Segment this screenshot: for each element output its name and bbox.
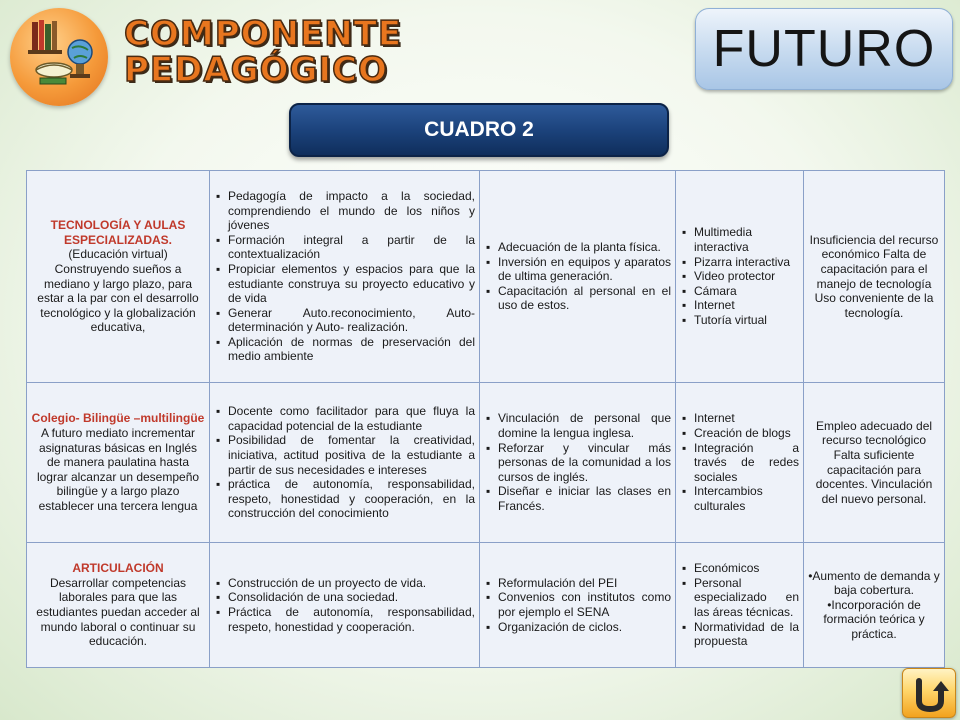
observations-cell bbox=[804, 543, 945, 668]
observation-line: •Incorporación de formación teórica y práctica. bbox=[823, 597, 925, 641]
list-item: ▪ Generar Auto.reconocimiento, Auto- determinación y Auto- realización. bbox=[214, 306, 475, 335]
observation-line: •Aumento de demanda y baja cobertura. bbox=[808, 568, 940, 598]
list-item: ▪ Convenios con institutos como por ejemplo el SENA bbox=[484, 590, 671, 619]
list-item: ▪ Aplicación de normas de preservación del medio ambiente bbox=[214, 335, 475, 364]
actions-cell bbox=[210, 171, 480, 383]
page-title-line2: PEDAGÓGICO bbox=[124, 50, 388, 90]
row-title: ARTICULACIÓN bbox=[72, 561, 164, 576]
list-item: ▪ Adecuación de la planta física. bbox=[484, 240, 671, 255]
table-row bbox=[27, 543, 945, 668]
list-item: ▪ Pedagogía de impacto a la sociedad, comprendiendo el mundo de los niños y jóvenes bbox=[214, 189, 475, 233]
list-item: ▪ Posibilidad de fomentar la creatividad, iniciativa, actitud positiva de la estudiante a partir de sus necesidades e intereses bbox=[214, 433, 475, 477]
page-title-line1: COMPONENTE bbox=[124, 14, 403, 54]
list-item: ▪ Normatividad de la propuesta bbox=[680, 620, 799, 649]
observations-cell: Empleo adecuado del recurso tecnológico Falta suficiente capacitación para docentes. Vinculación del nuevo personal. bbox=[804, 383, 945, 543]
list-item: ▪ Consolidación de una sociedad. bbox=[214, 590, 475, 605]
row-description: Desarrollar competencias laborales para que las estudiantes puedan acceder al mundo laboral o continuar su educación. bbox=[36, 575, 200, 649]
list-item: ▪ Internet bbox=[680, 411, 799, 426]
table-row bbox=[27, 171, 945, 383]
row-title-cell bbox=[27, 171, 210, 383]
requirements-cell bbox=[480, 383, 676, 543]
list-item: ▪ Intercambios culturales bbox=[680, 484, 799, 513]
row-title: Colegio- Bilingüe –multilingüe bbox=[31, 411, 205, 426]
strategy-table bbox=[26, 170, 945, 668]
requirements-cell bbox=[480, 171, 676, 383]
return-button[interactable] bbox=[902, 668, 956, 718]
list-item: ▪ Económicos bbox=[680, 561, 799, 576]
section-label: CUADRO 2 bbox=[289, 103, 669, 157]
resources-cell bbox=[676, 383, 804, 543]
list-item: ▪ Video protector bbox=[680, 269, 799, 284]
resources-cell bbox=[676, 171, 804, 383]
list-item: ▪ Pizarra interactiva bbox=[680, 255, 799, 270]
logo-badge bbox=[10, 8, 108, 106]
list-item: ▪ Multimedia interactiva bbox=[680, 225, 799, 254]
list-item: ▪ Tutoría virtual bbox=[680, 313, 799, 328]
row-title-cell bbox=[27, 383, 210, 543]
list-item: ▪ Organización de ciclos. bbox=[484, 620, 671, 635]
resources-cell bbox=[676, 543, 804, 668]
table-row bbox=[27, 383, 945, 543]
page-title bbox=[124, 16, 402, 88]
list-item: ▪ Reformulación del PEI bbox=[484, 576, 671, 591]
list-item: ▪ Diseñar e iniciar las clases en Francés. bbox=[484, 484, 671, 513]
list-item: ▪ Vinculación de personal que domine la lengua inglesa. bbox=[484, 411, 671, 440]
list-item: ▪ Inversión en equipos y aparatos de ultima generación. bbox=[484, 255, 671, 284]
list-item: ▪ Práctica de autonomía, responsabilidad, respeto, honestidad y cooperación. bbox=[214, 605, 475, 634]
return-arrow-icon bbox=[903, 669, 957, 719]
list-item: ▪ Personal especializado en las áreas técnicas. bbox=[680, 576, 799, 620]
list-item: ▪ Creación de blogs bbox=[680, 426, 799, 441]
row-description: (Educación virtual) Construyendo sueños a mediano y largo plazo, para estar a la par con el desarrollo tecnológico y la globalización educativa, bbox=[37, 247, 199, 335]
observations-cell: Insuficiencia del recurso económico Falta de capacitación para el manejo de tecnología Uso conveniente de la tecnología. bbox=[804, 171, 945, 383]
row-title: TECNOLOGÍA Y AULAS ESPECIALIZADAS. bbox=[50, 218, 186, 247]
row-description: A futuro mediato incrementar asignaturas básicas en Inglés de manera paulatina hasta lograr alcanzar un desempeño bilingüe y a largo plazo establecer una tercera lengua bbox=[36, 426, 200, 513]
future-button[interactable]: FUTURO bbox=[695, 8, 953, 90]
list-item: ▪ Internet bbox=[680, 298, 799, 313]
list-item: ▪ Formación integral a partir de la contextualización bbox=[214, 233, 475, 262]
list-item: ▪ práctica de autonomía, responsabilidad, respeto, honestidad y cooperación, en la construcción del conocimiento bbox=[214, 477, 475, 521]
list-item: ▪ Reforzar y vincular más personas de la comunidad a los cursos de inglés. bbox=[484, 441, 671, 485]
actions-cell bbox=[210, 543, 480, 668]
row-title-cell bbox=[27, 543, 210, 668]
list-item: ▪ Integración a través de redes sociales bbox=[680, 441, 799, 485]
list-item: ▪ Docente como facilitador para que fluya la capacidad potencial de la estudiante bbox=[214, 404, 475, 433]
actions-cell bbox=[210, 383, 480, 543]
list-item: ▪ Propiciar elementos y espacios para que la estudiante construya su proyecto educativo y de vida bbox=[214, 262, 475, 306]
list-item: ▪ Cámara bbox=[680, 284, 799, 299]
list-item: ▪ Construcción de un proyecto de vida. bbox=[214, 576, 475, 591]
list-item: ▪ Capacitación al personal en el uso de estos. bbox=[484, 284, 671, 313]
books-and-globe-icon bbox=[10, 8, 108, 106]
requirements-cell bbox=[480, 543, 676, 668]
